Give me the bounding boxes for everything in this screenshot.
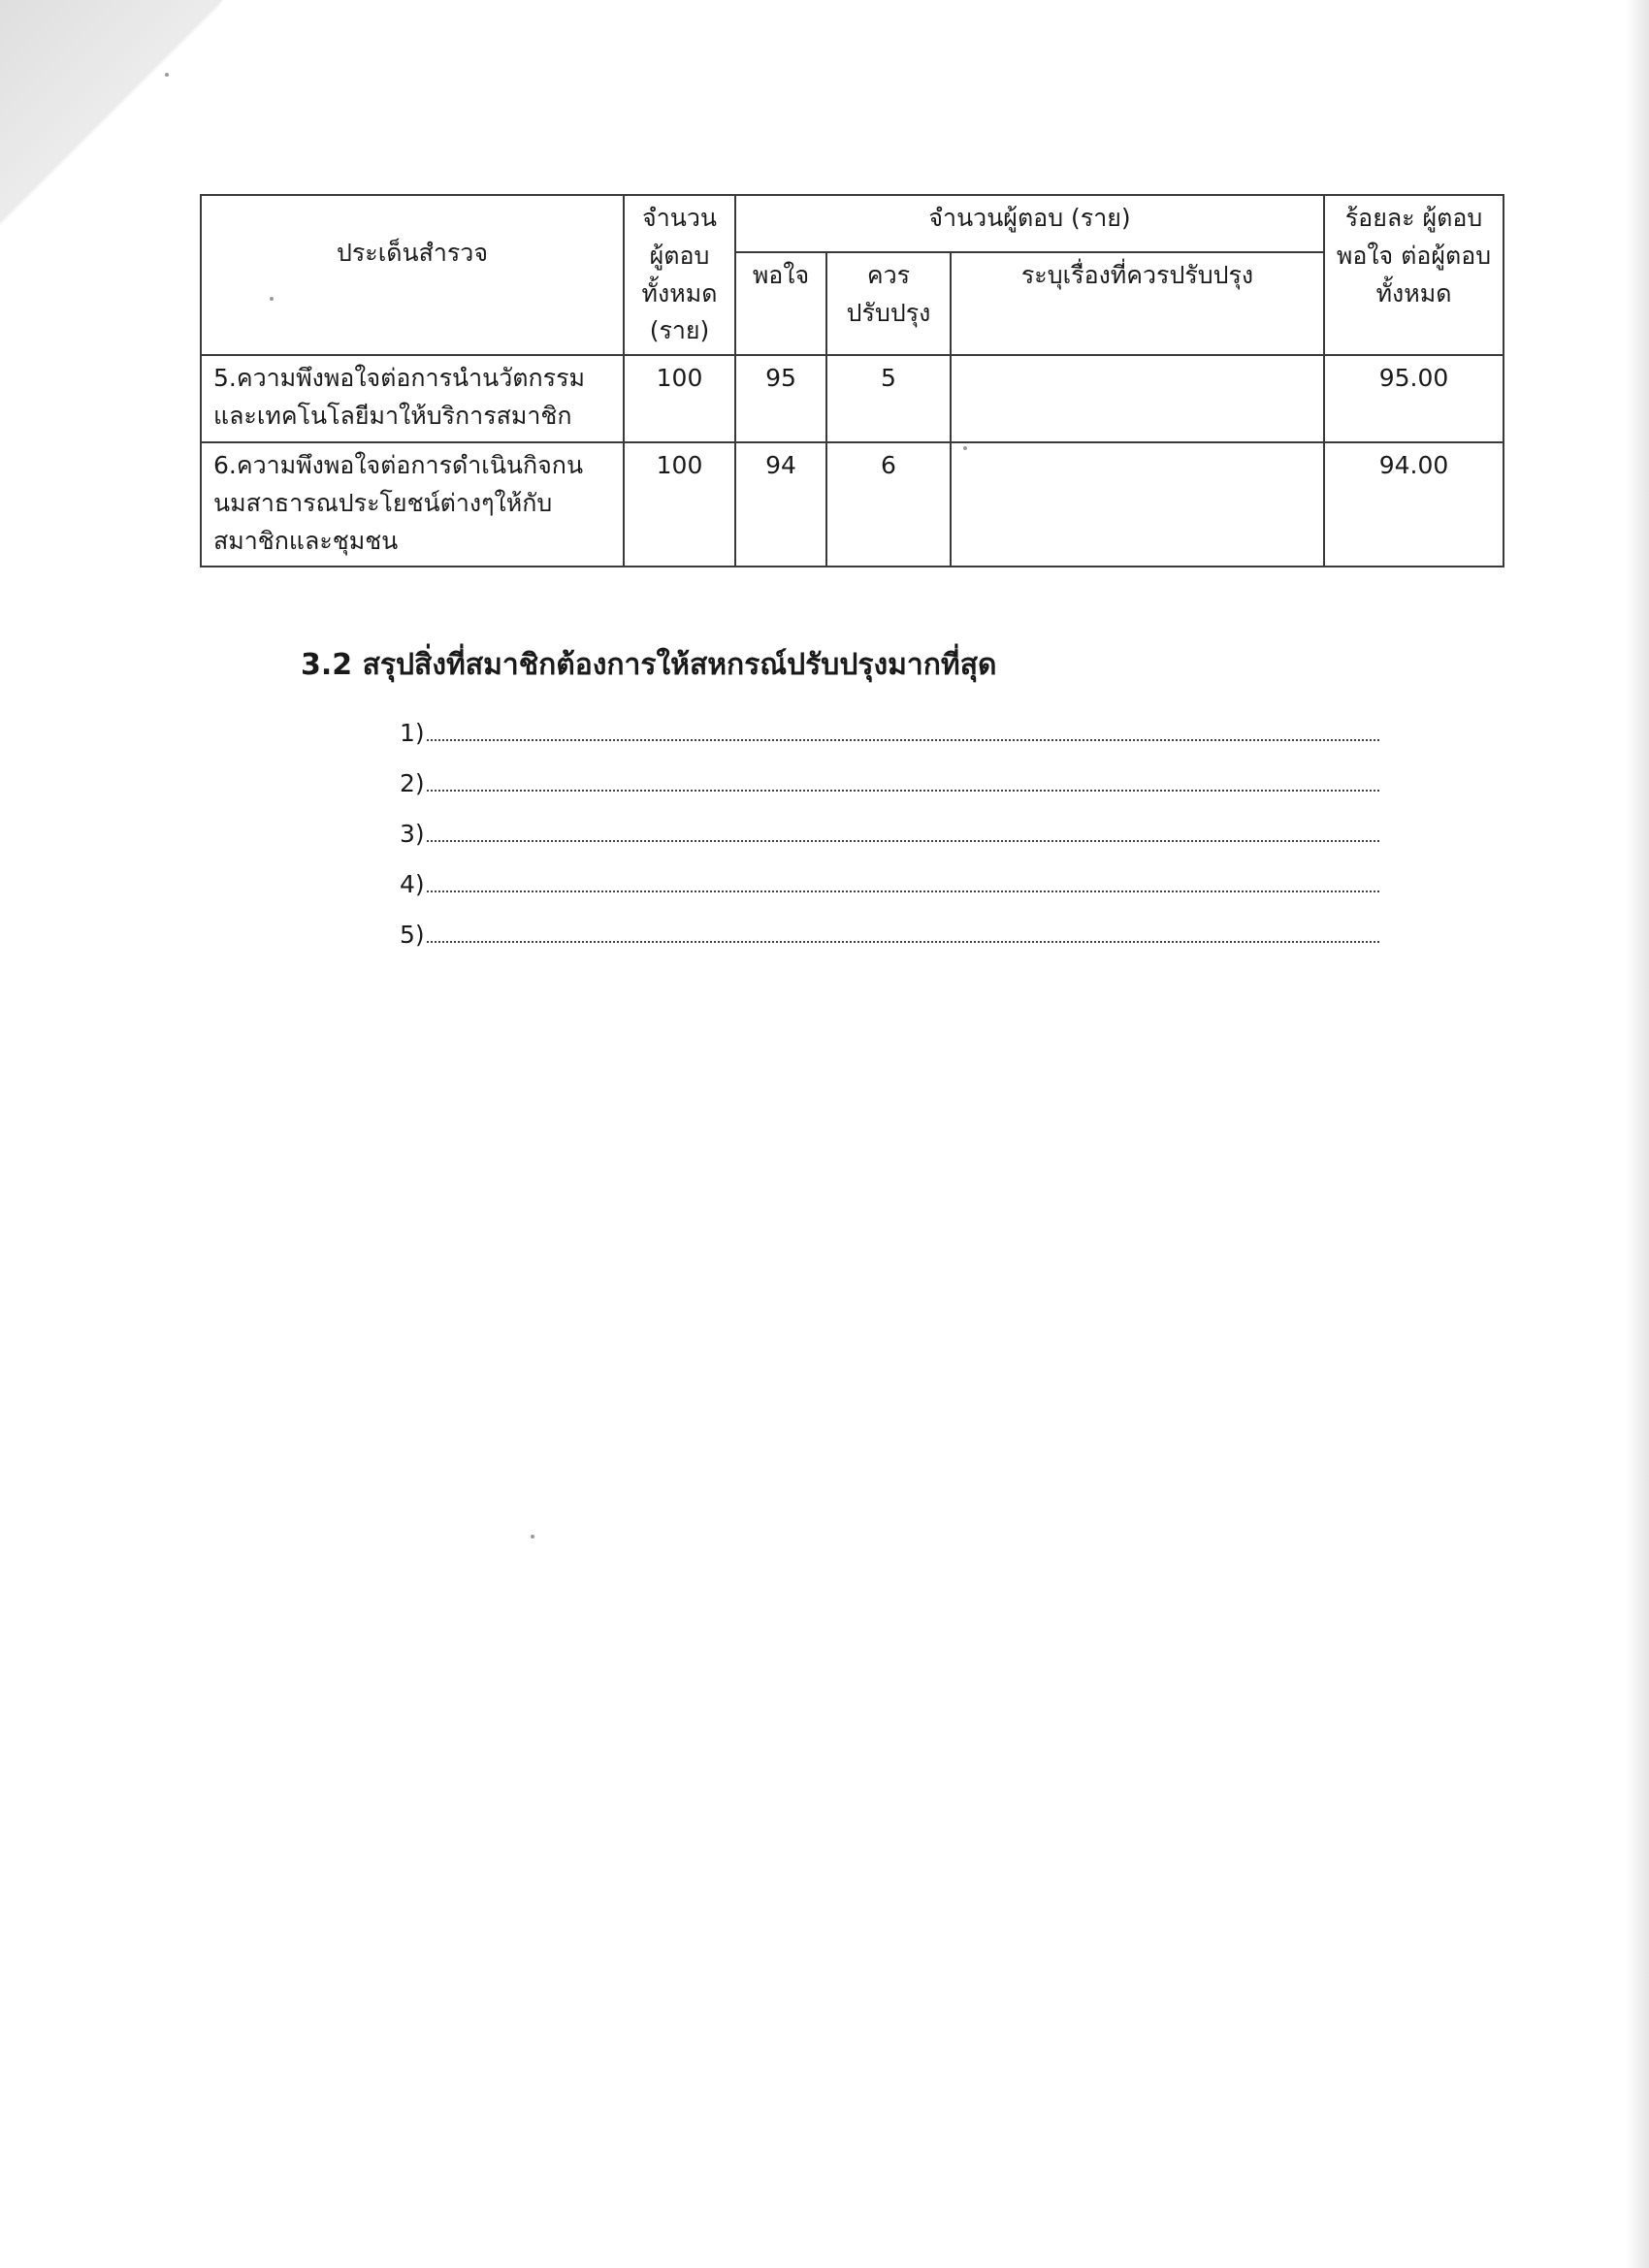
header-satisfied: พอใจ <box>735 252 826 355</box>
row-percent: 94.00 <box>1324 442 1504 567</box>
list-item <box>400 697 1379 747</box>
header-percent-satisfied: ร้อยละ ผู้ตอบพอใจ ต่อผู้ตอบ ทั้งหมด <box>1324 195 1504 355</box>
row-percent: 95.00 <box>1324 355 1504 442</box>
table-row <box>201 442 1504 567</box>
list-item <box>400 848 1379 898</box>
dotted-fill-line <box>427 891 1379 892</box>
paper-corner-fold <box>0 0 223 330</box>
row-should-improve: 5 <box>826 355 951 442</box>
dotted-fill-line <box>427 790 1379 792</box>
dotted-fill-line <box>427 739 1379 741</box>
improvement-list <box>400 697 1379 949</box>
survey-results-table <box>200 194 1504 567</box>
dotted-fill-line <box>427 840 1379 842</box>
table-row <box>201 355 1504 442</box>
row-details <box>951 355 1324 442</box>
row-satisfied: 95 <box>735 355 826 442</box>
header-improvement-details: ระบุเรื่องที่ควรปรับปรุง <box>951 252 1324 355</box>
row-total: 100 <box>624 355 735 442</box>
scan-speck <box>165 73 169 77</box>
header-total-respondents: จำนวน ผู้ตอบ ทั้งหมด (ราย) <box>624 195 735 355</box>
section-title: 3.2 สรุปสิ่งที่สมาชิกต้องการให้สหกรณ์ปรับปรุงมากที่สุด <box>301 648 997 682</box>
row-should-improve: 6 <box>826 442 951 567</box>
dotted-fill-line <box>427 941 1379 943</box>
header-topic: ประเด็นสำรวจ <box>201 195 624 355</box>
list-item <box>400 797 1379 848</box>
list-item-label: 3) <box>400 820 425 848</box>
list-item-label: 1) <box>400 719 425 747</box>
list-item <box>400 898 1379 949</box>
list-item-label: 2) <box>400 769 425 797</box>
list-item-label: 5) <box>400 921 425 949</box>
row-details <box>951 442 1324 567</box>
table-header-row <box>201 195 1504 252</box>
row-topic: 6.ความพึงพอใจต่อการดำเนินกิจกนนมสาธารณประโยชน์ต่างๆให้กับสมาชิกและชุมชน <box>201 442 624 567</box>
row-topic: 5.ความพึงพอใจต่อการนำนวัตกรรมและเทคโนโลยีมาให้บริการสมาชิก <box>201 355 624 442</box>
row-total: 100 <box>624 442 735 567</box>
row-satisfied: 94 <box>735 442 826 567</box>
list-item-label: 4) <box>400 870 425 898</box>
scan-speck <box>531 1535 534 1539</box>
list-item <box>400 747 1379 797</box>
header-respondents-group: จำนวนผู้ตอบ (ราย) <box>735 195 1324 252</box>
header-should-improve: ควร ปรับปรุง <box>826 252 951 355</box>
scan-edge-shadow <box>1626 0 1649 2268</box>
